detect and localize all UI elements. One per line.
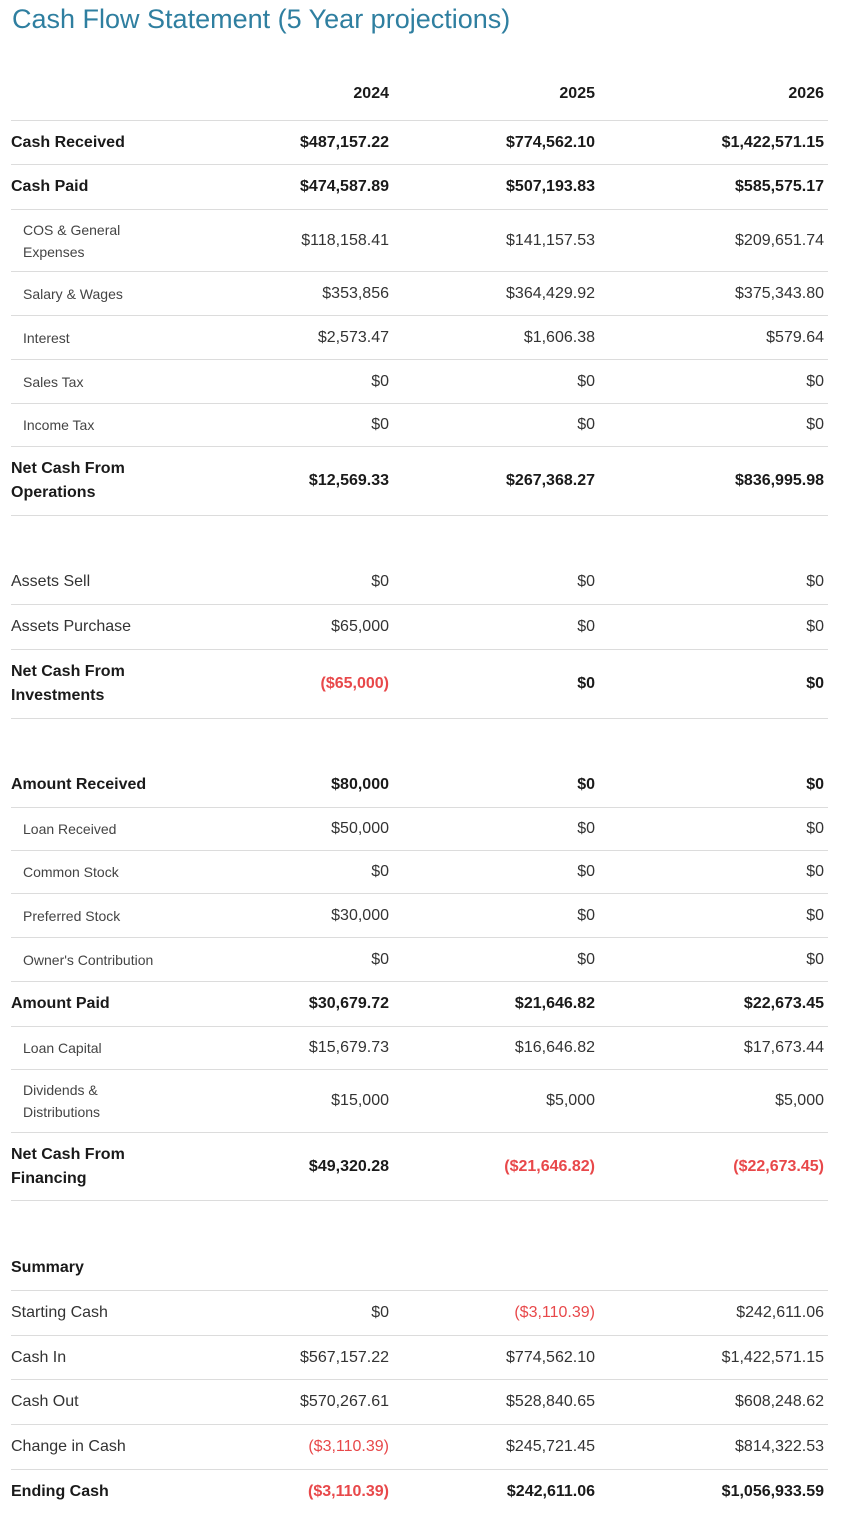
table-row [11, 404, 828, 447]
row-label: Cash In [11, 1348, 67, 1366]
row-value: $0 [806, 820, 824, 837]
table-row [11, 1380, 828, 1425]
row-value: $0 [371, 573, 389, 590]
row-label: Net Cash From Financing [11, 1145, 125, 1187]
row-value: $0 [577, 776, 595, 793]
row-value: $0 [371, 416, 389, 433]
row-label: Cash Received [11, 133, 125, 151]
row-value: $209,651.74 [735, 231, 824, 249]
row-value: $570,267.61 [300, 1393, 389, 1410]
row-value: $5,000 [546, 1092, 595, 1109]
row-value: $0 [577, 372, 595, 390]
table-row [11, 1470, 828, 1514]
row-label: Net Cash From Investments [11, 663, 125, 704]
row-value: $0 [806, 863, 824, 880]
table-row [11, 1246, 828, 1291]
row-value: $30,000 [331, 906, 389, 924]
row-value: $0 [806, 372, 824, 390]
row-value: $0 [806, 618, 824, 635]
row-value: $17,673.44 [743, 1039, 824, 1056]
row-label: Loan Received [23, 821, 117, 837]
row-label: Owner's Contribution [23, 951, 154, 968]
row-value: $80,000 [331, 776, 389, 793]
row-value: $50,000 [331, 820, 389, 837]
row-label: Summary [11, 1259, 84, 1276]
table-row [11, 1133, 828, 1201]
row-label: COS & General Expenses [23, 221, 121, 260]
row-value: $0 [806, 416, 824, 433]
row-value: $141,157.53 [506, 231, 595, 249]
table-row [11, 1070, 828, 1133]
row-value: $1,606.38 [523, 328, 595, 346]
table-row [11, 938, 828, 982]
row-label: Dividends & Distributions [23, 1082, 101, 1120]
table-row [11, 1027, 828, 1070]
row-value: ($3,110.39) [308, 1438, 389, 1455]
row-label: Amount Received [11, 776, 147, 793]
row-label: Amount Paid [11, 995, 110, 1012]
row-value: $836,995.98 [735, 472, 824, 489]
row-value: $0 [577, 863, 595, 880]
row-label: Net Cash From Operations [11, 460, 125, 501]
row-value: $118,158.41 [301, 231, 389, 249]
row-value: ($65,000) [320, 675, 389, 692]
row-value: $0 [577, 906, 595, 924]
row-value: $474,587.89 [300, 178, 389, 195]
row-label: Preferred Stock [23, 907, 121, 924]
row-value: $507,193.83 [506, 178, 595, 195]
row-value: $1,056,933.59 [721, 1483, 824, 1500]
row-value: $0 [806, 573, 824, 590]
row-value: $579.64 [766, 328, 824, 346]
row-value: $12,569.33 [308, 472, 389, 489]
row-value: $0 [371, 863, 389, 880]
row-value: $21,646.82 [514, 995, 595, 1012]
row-value: $0 [577, 416, 595, 433]
row-value: $0 [806, 950, 824, 968]
row-value: ($21,646.82) [504, 1157, 595, 1175]
row-value: $0 [577, 618, 595, 635]
row-value: $5,000 [775, 1092, 824, 1109]
row-value: $1,422,571.15 [721, 133, 824, 151]
table-row [11, 808, 828, 851]
table-row [11, 560, 828, 605]
row-value: $567,157.22 [300, 1348, 389, 1366]
table-row [11, 447, 828, 516]
row-value: $0 [806, 906, 824, 924]
row-value: $0 [806, 776, 824, 793]
row-value: $245,721.45 [506, 1438, 595, 1455]
table-row [11, 1291, 828, 1336]
table-row [11, 316, 828, 360]
row-label: Starting Cash [11, 1304, 108, 1321]
row-value: $353,856 [322, 284, 389, 302]
row-value: $49,320.28 [308, 1157, 389, 1175]
row-label: Assets Sell [11, 573, 91, 590]
row-label: Income Tax [23, 417, 95, 433]
row-label: Common Stock [23, 864, 119, 880]
year-header-row [11, 68, 828, 121]
row-value: $0 [577, 820, 595, 837]
row-label: Sales Tax [23, 373, 84, 390]
table-row [11, 210, 828, 272]
row-value: $528,840.65 [506, 1393, 595, 1410]
row-label: Cash Paid [11, 178, 89, 195]
table-row [11, 763, 828, 808]
table-row [11, 1425, 828, 1470]
table-row [11, 650, 828, 719]
row-value: $267,368.27 [506, 472, 595, 489]
row-value: $0 [371, 950, 389, 968]
row-value: $608,248.62 [735, 1393, 824, 1410]
row-value: $774,562.10 [506, 1348, 595, 1366]
row-value: $0 [371, 1304, 389, 1321]
row-value: $0 [577, 675, 595, 692]
row-value: $0 [371, 372, 389, 390]
row-value: ($3,110.39) [308, 1483, 389, 1500]
table-row [11, 605, 828, 650]
page-title: Cash Flow Statement (5 Year projections) [12, 4, 511, 34]
row-value: $487,157.22 [300, 133, 389, 151]
year-header: 2025 [559, 85, 595, 102]
table-row [11, 894, 828, 938]
row-label: Assets Purchase [11, 618, 132, 635]
row-value: $30,679.72 [308, 995, 389, 1012]
table-row [11, 982, 828, 1027]
row-value: $2,573.47 [317, 328, 389, 346]
row-value: ($3,110.39) [514, 1304, 595, 1321]
row-value: $0 [577, 950, 595, 968]
table-row [11, 165, 828, 210]
row-value: $22,673.45 [743, 995, 824, 1012]
row-value: $16,646.82 [514, 1039, 595, 1056]
row-value: $242,611.06 [736, 1304, 824, 1321]
row-label: Cash Out [11, 1393, 79, 1410]
row-value: $585,575.17 [735, 178, 824, 195]
row-label: Ending Cash [11, 1483, 109, 1500]
row-value: $15,679.73 [308, 1039, 389, 1056]
row-value: $15,000 [331, 1092, 389, 1109]
table-row [11, 851, 828, 894]
row-value: $0 [577, 573, 595, 590]
row-value: $774,562.10 [506, 133, 595, 151]
year-header: 2024 [353, 85, 389, 102]
row-label: Salary & Wages [23, 285, 123, 302]
row-value: $1,422,571.15 [721, 1348, 824, 1366]
table-row [11, 121, 828, 165]
row-value: $364,429.92 [506, 284, 595, 302]
table-row [11, 1336, 828, 1380]
table-row [11, 360, 828, 404]
row-value: $65,000 [331, 618, 389, 635]
row-value: $242,611.06 [506, 1483, 595, 1500]
row-value: $0 [806, 675, 824, 692]
year-header: 2026 [788, 85, 824, 102]
table-row [11, 272, 828, 316]
row-value: ($22,673.45) [733, 1157, 824, 1175]
row-label: Interest [23, 329, 70, 346]
row-label: Change in Cash [11, 1438, 126, 1455]
row-value: $814,322.53 [735, 1438, 824, 1455]
row-value: $375,343.80 [735, 284, 824, 302]
row-label: Loan Capital [23, 1040, 102, 1056]
